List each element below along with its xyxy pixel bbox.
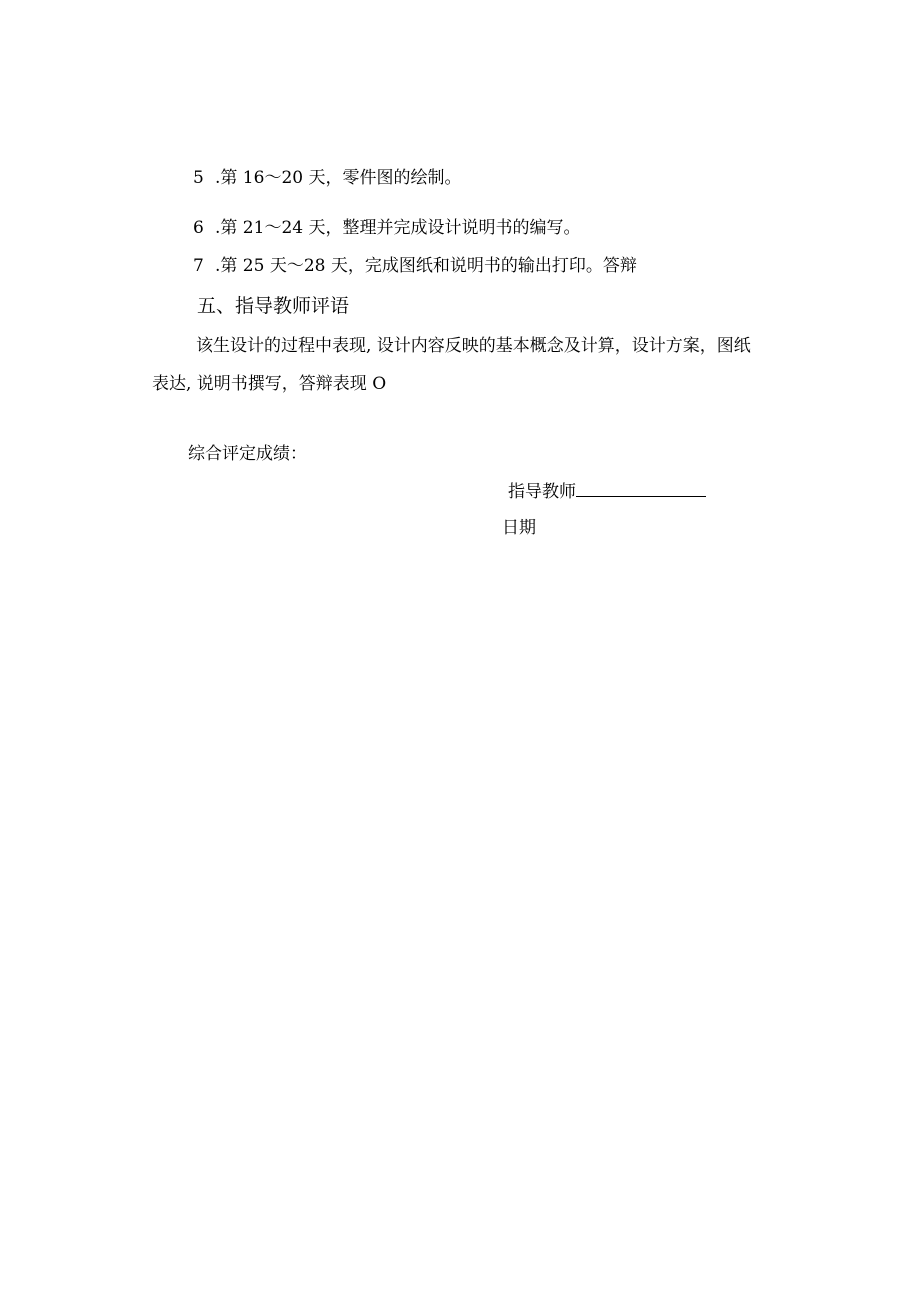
- comment-line-2: 表达, 说明书撰写，答辩表现 O: [152, 374, 387, 394]
- schedule-item-5: [193, 167, 461, 189]
- grade-label: 综合评定成绩：: [188, 444, 307, 464]
- schedule-item-number: 6: [193, 218, 204, 238]
- schedule-item-text: .第 21～24 天，整理并完成设计说明书的编写。: [215, 218, 581, 238]
- schedule-item-text: .第 25 天～28 天，完成图纸和说明书的输出打印。答辩: [215, 256, 637, 276]
- teacher-label: 指导教师: [508, 482, 576, 502]
- signature-underline: [576, 480, 706, 497]
- schedule-item-6: [193, 217, 580, 239]
- schedule-item-number: 7: [193, 256, 204, 276]
- schedule-item-7: [193, 255, 637, 277]
- schedule-item-text: .第 16～20 天，零件图的绘制。: [215, 168, 462, 188]
- date-label: 日期: [502, 518, 536, 538]
- schedule-item-number: 5: [193, 168, 204, 188]
- teacher-signature-line: [508, 480, 706, 503]
- section-heading: 五、指导教师评语: [197, 295, 350, 317]
- comment-line-1: 该生设计的过程中表现, 设计内容反映的基本概念及计算，设计方案，图纸: [196, 336, 751, 356]
